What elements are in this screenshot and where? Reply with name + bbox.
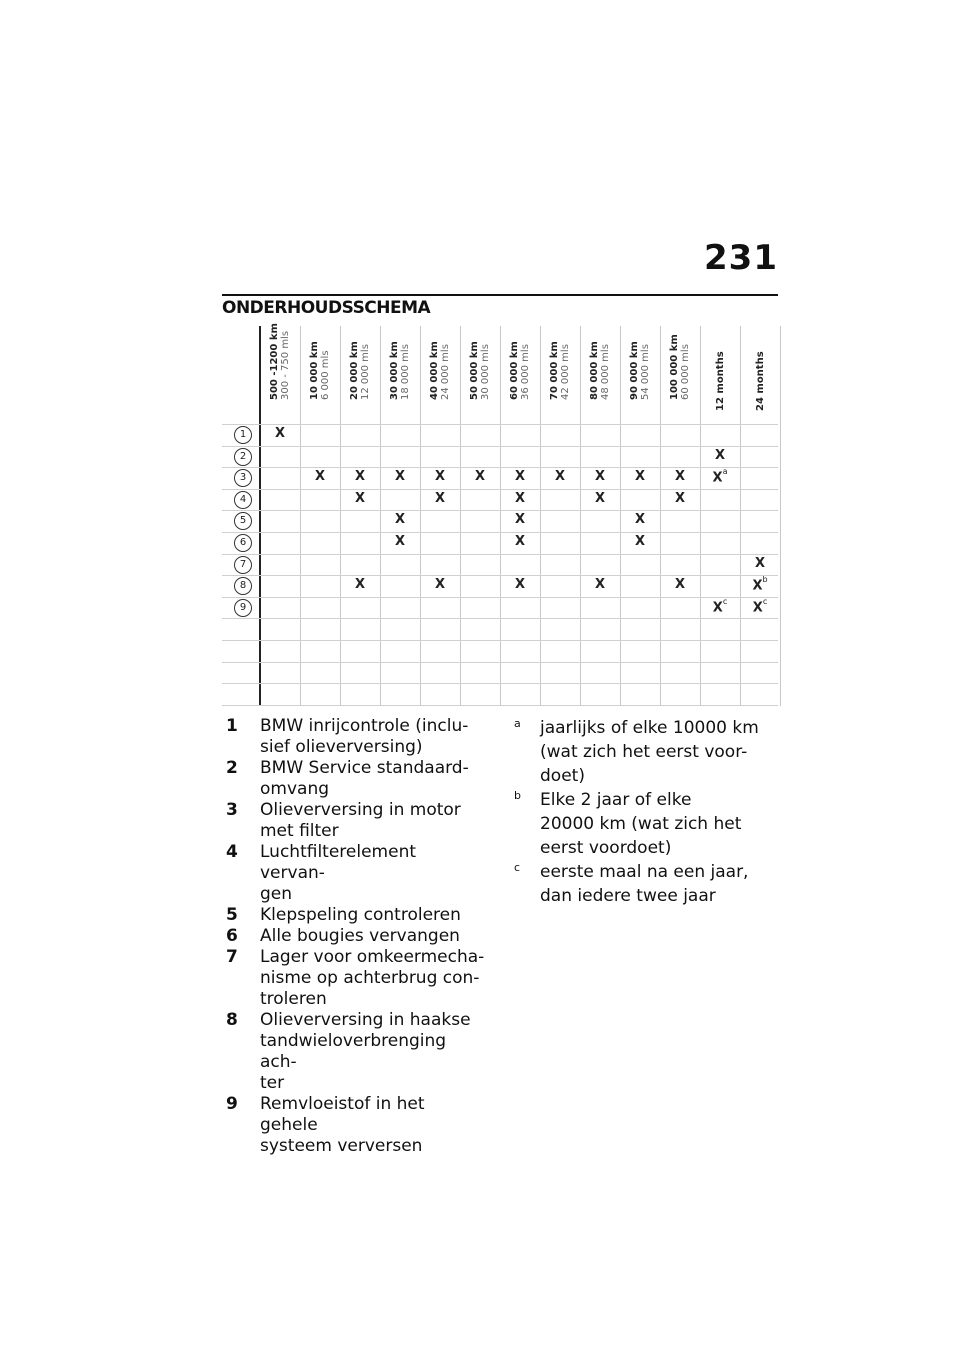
footnote-item	[514, 788, 784, 860]
legend-item	[226, 926, 486, 947]
column-header	[662, 326, 698, 424]
legend-number: 5	[226, 905, 238, 925]
mark-x: X	[434, 490, 446, 506]
column-header-mls: 60 000 mls	[680, 344, 691, 400]
column-header	[582, 326, 618, 424]
legend-text: Olieverversing in haakse tandwieloverbrenging ach- ter	[260, 1010, 471, 1093]
schedule-mark	[700, 596, 740, 616]
column-header-text	[589, 341, 611, 400]
mark-x: X	[514, 577, 526, 593]
grid-hline	[222, 489, 778, 490]
schedule-mark	[540, 469, 580, 484]
column-header-km: 10 000 km	[309, 341, 320, 400]
schedule-mark	[500, 512, 540, 527]
grid-vline	[300, 326, 301, 706]
column-header-text	[669, 334, 691, 400]
mark-x: X	[634, 534, 646, 549]
column-header-text	[349, 341, 371, 400]
column-header-text	[469, 341, 491, 400]
mark-x: X	[594, 577, 606, 593]
grid-hline	[222, 532, 778, 533]
grid-hline	[222, 662, 778, 663]
grid-vline	[460, 326, 461, 706]
column-header	[302, 326, 338, 424]
column-header-mls: 54 000 mls	[640, 344, 651, 400]
legend-number: 1	[226, 716, 238, 736]
column-header	[742, 326, 778, 424]
schedule-mark	[620, 512, 660, 527]
row-number-badge: 7	[234, 556, 252, 574]
page-number: 231	[704, 238, 778, 278]
row-number-badge: 8	[234, 577, 252, 595]
column-header	[342, 326, 378, 424]
column-header-km: 100 000 km	[669, 334, 680, 400]
column-header-mls: 48 000 mls	[600, 344, 611, 400]
column-header-km: 50 000 km	[469, 341, 480, 400]
column-header-km: 24 months	[755, 351, 766, 411]
grid-vline	[660, 326, 661, 706]
column-header-text	[429, 341, 451, 400]
schedule-mark	[340, 491, 380, 506]
grid-hline	[222, 424, 778, 425]
schedule-mark	[500, 469, 540, 484]
column-header-mls: 36 000 mls	[520, 344, 531, 400]
mark-x: X	[634, 469, 646, 485]
schedule-mark	[420, 491, 460, 506]
mark-x: X	[712, 470, 723, 486]
schedule-mark	[620, 534, 660, 549]
column-header	[702, 326, 738, 424]
legend-text: BMW inrijcontrole (inclu- sief olieverversing)	[260, 716, 469, 757]
grid-hline	[222, 467, 778, 468]
mark-x: X	[434, 469, 446, 485]
footnote-text: eerste maal na een jaar, dan iedere twee jaar	[540, 862, 749, 906]
schedule-mark	[380, 512, 420, 527]
schedule-mark	[580, 469, 620, 484]
grid-vline	[259, 326, 261, 706]
mark-x: X	[274, 426, 286, 441]
schedule-mark	[460, 469, 500, 484]
schedule-mark	[580, 577, 620, 592]
footnote-text: jaarlijks of elke 10000 km (wat zich het eerst voor- doet)	[540, 718, 759, 786]
legend-text: Alle bougies vervangen	[260, 926, 460, 946]
mark-x: X	[394, 512, 406, 528]
schedule-mark	[660, 491, 700, 506]
grid-vline	[420, 326, 421, 706]
row-number-badge: 2	[234, 448, 252, 466]
legend-list	[226, 716, 486, 1157]
schedule-mark	[660, 469, 700, 484]
schedule-mark	[500, 577, 540, 592]
footnotes-list	[514, 716, 784, 908]
row-number-badge: 9	[234, 599, 252, 617]
grid-hline	[222, 705, 778, 706]
column-header-km: 90 000 km	[629, 341, 640, 400]
legend-item	[226, 758, 486, 800]
column-header-text	[309, 341, 331, 400]
column-header-km: 40 000 km	[429, 341, 440, 400]
grid-vline	[740, 326, 741, 706]
row-number-badge: 5	[234, 512, 252, 530]
column-header-text	[389, 341, 411, 400]
mark-x: X	[712, 600, 723, 616]
mark-x: X	[714, 447, 726, 463]
grid-vline	[580, 326, 581, 706]
row-number-badge: 6	[234, 534, 252, 552]
schedule-mark	[740, 577, 780, 593]
legend-item	[226, 947, 486, 1010]
grid-vline	[540, 326, 541, 706]
column-header-mls: 300 - 750 mls	[280, 330, 291, 400]
column-header-mls: 24 000 mls	[440, 344, 451, 400]
column-header	[422, 326, 458, 424]
mark-x: X	[594, 469, 606, 485]
mark-footnote-ref: b	[762, 575, 768, 585]
legend-number: 4	[226, 842, 238, 862]
legend-text: BMW Service standaard- omvang	[260, 758, 469, 799]
mark-x: X	[514, 534, 526, 549]
maintenance-schedule-table	[222, 323, 778, 706]
legend-item	[226, 716, 486, 758]
mark-x: X	[394, 534, 406, 549]
mark-x: X	[752, 600, 763, 616]
grid-hline	[222, 683, 778, 684]
schedule-mark	[300, 469, 340, 484]
mark-x: X	[314, 469, 326, 485]
column-header-km: 60 000 km	[509, 341, 520, 400]
schedule-mark	[740, 596, 780, 616]
column-header-km: 12 months	[715, 351, 726, 411]
column-header-mls: 12 000 mls	[360, 344, 371, 400]
column-header-mls: 42 000 mls	[560, 344, 571, 400]
mark-x: X	[354, 469, 366, 485]
grid-hline	[222, 575, 778, 576]
legend-number: 2	[226, 758, 238, 778]
footnote-text: Elke 2 jaar of elke 20000 km (wat zich het eerst voordoet)	[540, 790, 742, 858]
column-header-text	[629, 341, 651, 400]
legend-number: 8	[226, 1010, 238, 1030]
schedule-mark	[500, 491, 540, 506]
header-rule	[222, 294, 778, 296]
schedule-mark	[700, 448, 740, 463]
column-header	[382, 326, 418, 424]
schedule-mark	[740, 556, 780, 571]
row-number-badge: 1	[234, 426, 252, 444]
schedule-mark	[620, 469, 660, 484]
schedule-mark	[580, 491, 620, 506]
mark-footnote-ref: c	[722, 596, 728, 606]
mark-footnote-ref: c	[762, 596, 768, 606]
grid-hline	[222, 446, 778, 447]
column-header-mls: 30 000 mls	[480, 344, 491, 400]
mark-x: X	[554, 469, 566, 485]
legend-number: 9	[226, 1094, 238, 1114]
grid-hline	[222, 510, 778, 511]
footnote-symbol: b	[514, 789, 521, 802]
column-header-text	[509, 341, 531, 400]
column-header	[462, 326, 498, 424]
mark-x: X	[754, 555, 766, 571]
mark-x: X	[514, 490, 526, 506]
row-number-badge: 4	[234, 491, 252, 509]
legend-item	[226, 800, 486, 842]
schedule-mark	[340, 577, 380, 592]
schedule-mark	[420, 469, 460, 484]
schedule-mark	[380, 534, 420, 549]
legend-item	[226, 1094, 486, 1157]
legend-item	[226, 1010, 486, 1094]
mark-x: X	[434, 577, 446, 593]
footnote-item	[514, 716, 784, 788]
column-header-km: 70 000 km	[549, 341, 560, 400]
footnote-symbol: a	[514, 717, 521, 730]
grid-vline	[340, 326, 341, 706]
schedule-mark	[380, 469, 420, 484]
column-header-km: 30 000 km	[389, 341, 400, 400]
grid-vline	[700, 326, 701, 706]
schedule-mark	[500, 534, 540, 549]
column-header-text	[269, 323, 291, 400]
column-header-text	[715, 351, 726, 411]
legend-text: Luchtfilterelement vervan- gen	[260, 842, 417, 904]
mark-x: X	[674, 469, 686, 485]
legend-text: Klepspeling controleren	[260, 905, 461, 925]
column-header	[502, 326, 538, 424]
column-header-mls: 18 000 mls	[400, 344, 411, 400]
mark-x: X	[594, 490, 606, 506]
column-header	[262, 323, 298, 424]
mark-x: X	[752, 578, 763, 594]
schedule-mark	[340, 469, 380, 484]
legend-text: Remvloeistof in het gehele systeem verversen	[260, 1094, 425, 1156]
column-header-text	[755, 351, 766, 411]
grid-hline	[222, 554, 778, 555]
legend-item	[226, 905, 486, 926]
column-header	[622, 326, 658, 424]
mark-x: X	[354, 577, 366, 593]
mark-x: X	[354, 490, 366, 506]
column-header-mls: 6 000 mls	[320, 350, 331, 400]
grid-hline	[222, 640, 778, 641]
page-title: ONDERHOUDSSCHEMA	[222, 298, 431, 318]
legend-number: 3	[226, 800, 238, 820]
row-number-badge: 3	[234, 469, 252, 487]
mark-x: X	[674, 577, 686, 593]
legend-item	[226, 842, 486, 905]
legend-number: 6	[226, 926, 238, 946]
mark-footnote-ref: a	[722, 467, 728, 477]
mark-x: X	[514, 469, 526, 485]
legend-text: Lager voor omkeermecha- nisme op achterbrug con- troleren	[260, 947, 485, 1009]
mark-x: X	[474, 469, 486, 485]
column-header	[542, 326, 578, 424]
schedule-mark	[420, 577, 460, 592]
column-header-km: 80 000 km	[589, 341, 600, 400]
column-header-km: 20 000 km	[349, 341, 360, 400]
column-header-text	[549, 341, 571, 400]
grid-hline	[222, 618, 778, 619]
grid-vline	[780, 326, 781, 706]
mark-x: X	[394, 469, 406, 485]
column-header-km: 500 -1200 km	[269, 323, 280, 400]
schedule-mark	[260, 426, 300, 441]
footnote-item	[514, 860, 784, 908]
mark-x: X	[514, 512, 526, 528]
schedule-mark	[700, 469, 740, 485]
legend-text: Olieverversing in motor met filter	[260, 800, 461, 841]
mark-x: X	[634, 512, 646, 528]
footnote-symbol: c	[514, 861, 521, 874]
schedule-mark	[660, 577, 700, 592]
legend-number: 7	[226, 947, 238, 967]
mark-x: X	[674, 490, 686, 506]
grid-hline	[222, 597, 778, 598]
